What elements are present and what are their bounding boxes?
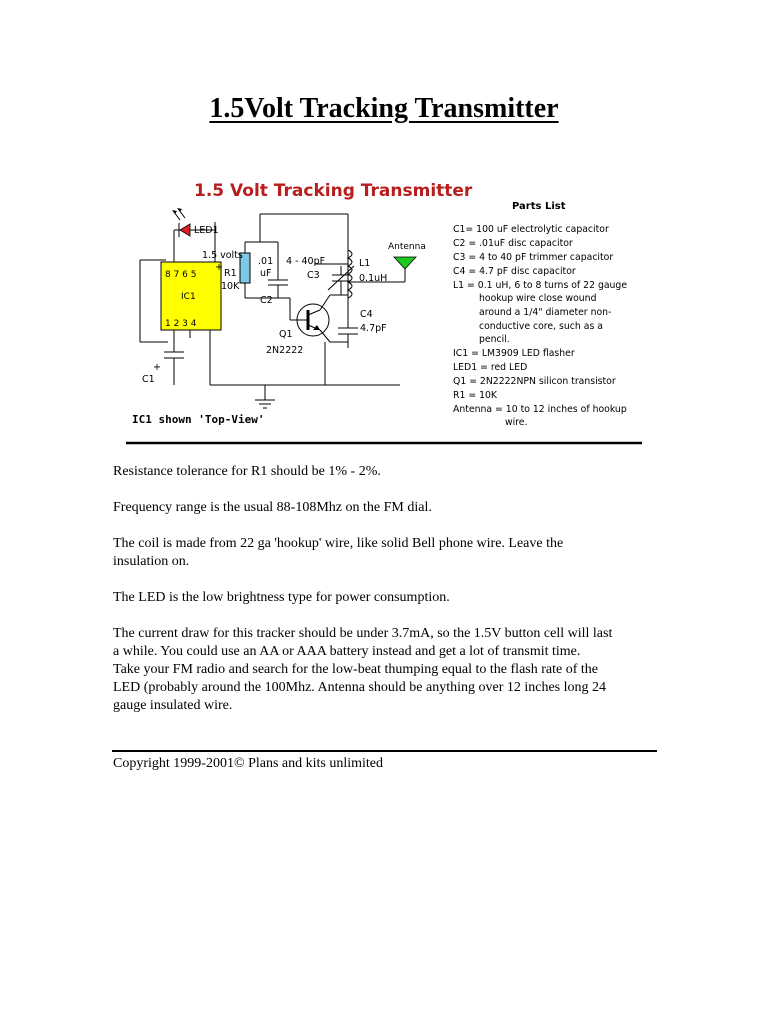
page-title: 1.5Volt Tracking Transmitter xyxy=(209,93,559,124)
paragraph-frequency: Frequency range is the usual 88-108Mhz on the FM dial. xyxy=(113,500,432,515)
label-q1-part: 2N2222 xyxy=(266,345,304,356)
label-volts: 1.5 volts xyxy=(202,250,243,261)
label-c2-value1: .01 xyxy=(258,256,274,267)
antenna-icon xyxy=(394,257,416,269)
label-c3-value: 4 - 40pF xyxy=(286,256,326,267)
parts-list-line: L1 = 0.1 uH, 6 to 8 turns of 22 gauge xyxy=(453,280,628,291)
label-antenna: Antenna xyxy=(388,242,426,252)
label-r1-value: 10K xyxy=(221,281,240,292)
transistor-q1-icon xyxy=(297,304,329,336)
parts-list-line: Q1 = 2N2222NPN silicon transistor xyxy=(453,376,616,387)
parts-list-line: pencil. xyxy=(479,334,510,345)
label-c1: C1 xyxy=(142,374,155,385)
parts-list-line: C1= 100 uF electrolytic capacitor xyxy=(453,224,609,235)
label-pins-bottom: 1 2 3 4 xyxy=(165,319,197,329)
label-q1: Q1 xyxy=(279,329,293,340)
body-text xyxy=(113,463,643,733)
parts-list-line: C4 = 4.7 pF disc capacitor xyxy=(453,266,576,277)
paragraph-led: The LED is the low brightness type for power consumption. xyxy=(113,590,450,605)
parts-list-line: R1 = 10K xyxy=(453,390,498,401)
parts-list-line: Antenna = 10 to 12 inches of hookup xyxy=(453,404,627,415)
parts-list-heading: Parts List xyxy=(512,201,566,212)
copyright-notice: Copyright 1999-2001© Plans and kits unlimited xyxy=(113,756,384,771)
paragraph-coil: The coil is made from 22 ga 'hookup' wire, like solid Bell phone wire. Leave the insulation on. xyxy=(113,536,564,569)
parts-list-line: C3 = 4 to 40 pF trimmer capacitor xyxy=(453,252,614,263)
label-l1-value: 0.1uH xyxy=(359,273,388,284)
parts-list-line: around a 1/4" diameter non- xyxy=(479,307,612,318)
schematic-figure xyxy=(120,170,645,450)
label-led1: LED1 xyxy=(194,225,219,236)
label-c2-value2: uF xyxy=(260,268,272,279)
led-icon xyxy=(172,208,190,237)
parts-list-line: hookup wire close wound xyxy=(479,293,597,304)
inductor-l1 xyxy=(348,250,352,298)
parts-list-line: conductive core, such as a xyxy=(479,321,603,332)
label-l1: L1 xyxy=(359,258,371,269)
label-r1: R1 xyxy=(224,268,237,279)
label-ic1: IC1 xyxy=(181,292,196,302)
label-c3: C3 xyxy=(307,270,320,281)
parts-list xyxy=(453,224,627,428)
paragraph-current: The current draw for this tracker should be under 3.7mA, so the 1.5V button cell will last a while. You could use an AA or AAA battery instead and get a lot of transmit time. Take your FM radio and search for the low-beat thumping equal to the flash rate of the LED (probably around the 100Mhz. Antenna should be anything over 12 inches long 24 gauge insulated wire. xyxy=(113,626,613,713)
footer-divider xyxy=(112,750,657,752)
parts-list-line: LED1 = red LED xyxy=(453,362,528,373)
parts-list-line: IC1 = LM3909 LED flasher xyxy=(453,348,575,359)
parts-list-line: wire. xyxy=(505,417,528,428)
parts-list-line: C2 = .01uF disc capacitor xyxy=(453,238,573,249)
label-c4: C4 xyxy=(360,309,373,320)
label-ic-top-view: IC1 shown 'Top-View' xyxy=(132,413,265,426)
label-pins-top: 8 7 6 5 xyxy=(165,270,197,280)
label-c2: C2 xyxy=(260,295,273,306)
circuit-labels xyxy=(132,225,426,426)
label-c1-plus: + xyxy=(153,362,161,373)
schematic-title: 1.5 Volt Tracking Transmitter xyxy=(194,181,473,201)
label-plus: + xyxy=(215,262,223,273)
paragraph-resistance: Resistance tolerance for R1 should be 1% - 2%. xyxy=(113,464,381,479)
label-c4-value: 4.7pF xyxy=(360,323,387,334)
